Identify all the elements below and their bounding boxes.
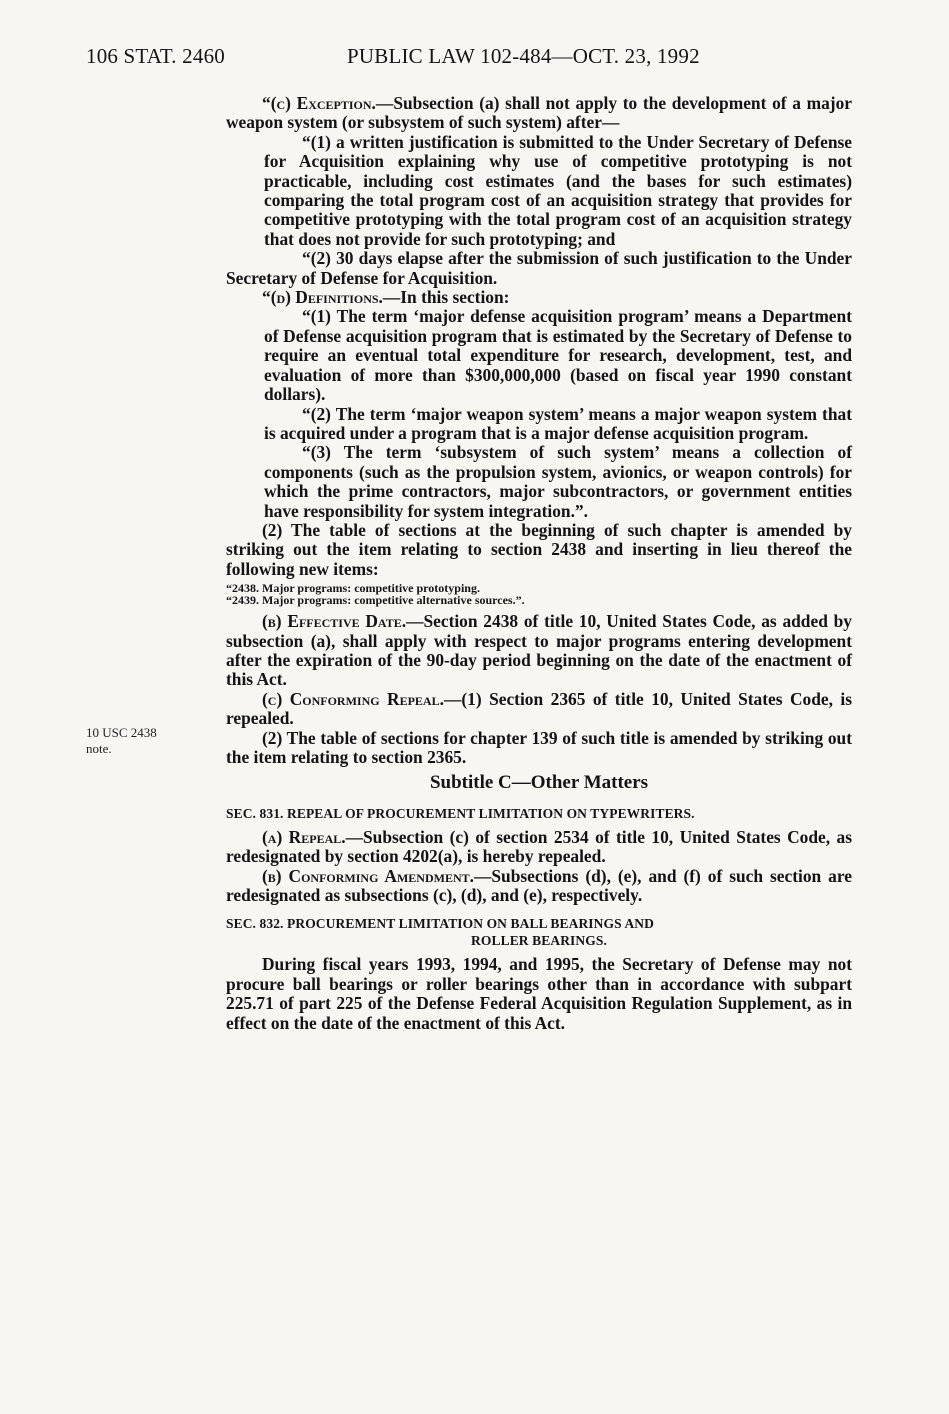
conforming-repeal-text: —(1) Section 2365 of title 10, United States Code, is repealed.	[226, 688, 853, 729]
definition-1: “(1) The term ‘major defense acquisition program’ means a Department of Defense acquisition program that is estimated by the Secretary of Defense to require an eventual total expenditure for research, development, test, and evaluation of more than $300,000,000 (based on fiscal year 1990 constant dollars).	[264, 306, 852, 405]
exception-paragraph	[226, 94, 852, 133]
section-832-heading-line2: ROLLER BEARINGS.	[471, 933, 607, 949]
repeal-heading: (a) Repeal.	[262, 826, 346, 847]
margin-note-label: note.	[86, 741, 112, 756]
exception-text: —Subsection (a) shall not apply to the development of a major weapon system (or subsystem of such system) after—	[226, 93, 852, 133]
repeal-paragraph	[226, 828, 852, 867]
conforming-repeal-paragraph	[226, 690, 852, 729]
conforming-amendment-text: —Subsections (d), (e), and (f) of such section are redesignated as subsections (c), (d), and (e), respectively.	[226, 865, 852, 906]
definitions-text: —In this section:	[382, 287, 510, 308]
effective-date-heading: (b) Effective Date.	[262, 611, 407, 632]
conforming-amendment-heading: (b) Conforming Amendment.	[262, 865, 474, 886]
definition-3: “(3) The term ‘subsystem of such system’ means a collection of components (such as the propulsion system, avionics, or weapon controls) for which the prime contractors, major subcontractors, or government entities have responsibility for system integration.”.	[264, 442, 852, 521]
stat-page-number: 106 STAT. 2460	[86, 44, 225, 68]
body-text	[226, 94, 852, 1033]
public-law-header: PUBLIC LAW 102-484—OCT. 23, 1992	[347, 44, 700, 68]
effective-date-paragraph	[226, 612, 852, 690]
section-831-heading: SEC. 831. REPEAL OF PROCUREMENT LIMITATION ON TYPEWRITERS.	[226, 805, 695, 821]
section-832-text: During fiscal years 1993, 1994, and 1995, the Secretary of Defense may not procure ball bearings or roller bearings other than in accordance with subpart 225.71 of part 225 of the Defense Federal Acquisition Regulation Supplement, as in effect on the date of the enactment of this Act.	[226, 954, 852, 1033]
conforming-repeal-heading: (c) Conforming Repeal.	[262, 688, 444, 709]
exception-item-2: “(2) 30 days elapse after the submission of such justification to the Under Secretary of Defense for Acquisition.	[226, 248, 852, 288]
margin-note-citation: 10 USC 2438	[86, 725, 157, 740]
table-amendment-paragraph: (2) The table of sections at the beginning of such chapter is amended by striking out the item relating to section 2438 and inserting in lieu thereof the following new items:	[226, 519, 852, 579]
table-of-sections-items	[226, 583, 852, 606]
definitions-paragraph	[226, 288, 852, 307]
section-832-heading-line1: SEC. 832. PROCUREMENT LIMITATION ON BALL BEARINGS AND	[226, 916, 654, 932]
repeal-text: —Subsection (c) of section 2534 of title 10, United States Code, as redesignated by section 4202(a), is hereby repealed.	[226, 826, 852, 867]
definition-2: “(2) The term ‘major weapon system’ means a major weapon system that is acquired under a program that is a major defense acquisition program.	[264, 403, 852, 443]
section-832-heading	[226, 915, 852, 949]
effective-date-text: —Section 2438 of title 10, United States Code, as added by subsection (a), shall apply with respect to major programs entering development after the expiration of the 90-day period beginning on the date of the enactment of this Act.	[226, 611, 852, 690]
toc-item-2438: “2438. Major programs: competitive prototyping.	[226, 581, 480, 596]
toc-item-2439: “2439. Major programs: competitive alternative sources.”.	[226, 592, 525, 607]
exception-item-1: “(1) a written justification is submitted to the Under Secretary of Defense for Acquisition explaining why use of competitive prototyping is not practicable, including cost estimates (and the bases for such estimates) comparing the total program cost of an acquisition strategy that provides for competitive prototyping with the total program cost of an acquisition strategy that does not provide for such prototyping; and	[264, 131, 852, 249]
conforming-repeal-item-2: (2) The table of sections for chapter 139 of such title is amended by striking out the item relating to section 2365.	[226, 727, 852, 767]
margin-note	[86, 725, 196, 757]
exception-heading: “(c) Exception.	[262, 93, 376, 113]
subtitle-heading: Subtitle C—Other Matters	[429, 772, 649, 794]
conforming-amendment-paragraph	[226, 867, 852, 906]
definitions-heading: “(d) Definitions.	[262, 287, 383, 308]
